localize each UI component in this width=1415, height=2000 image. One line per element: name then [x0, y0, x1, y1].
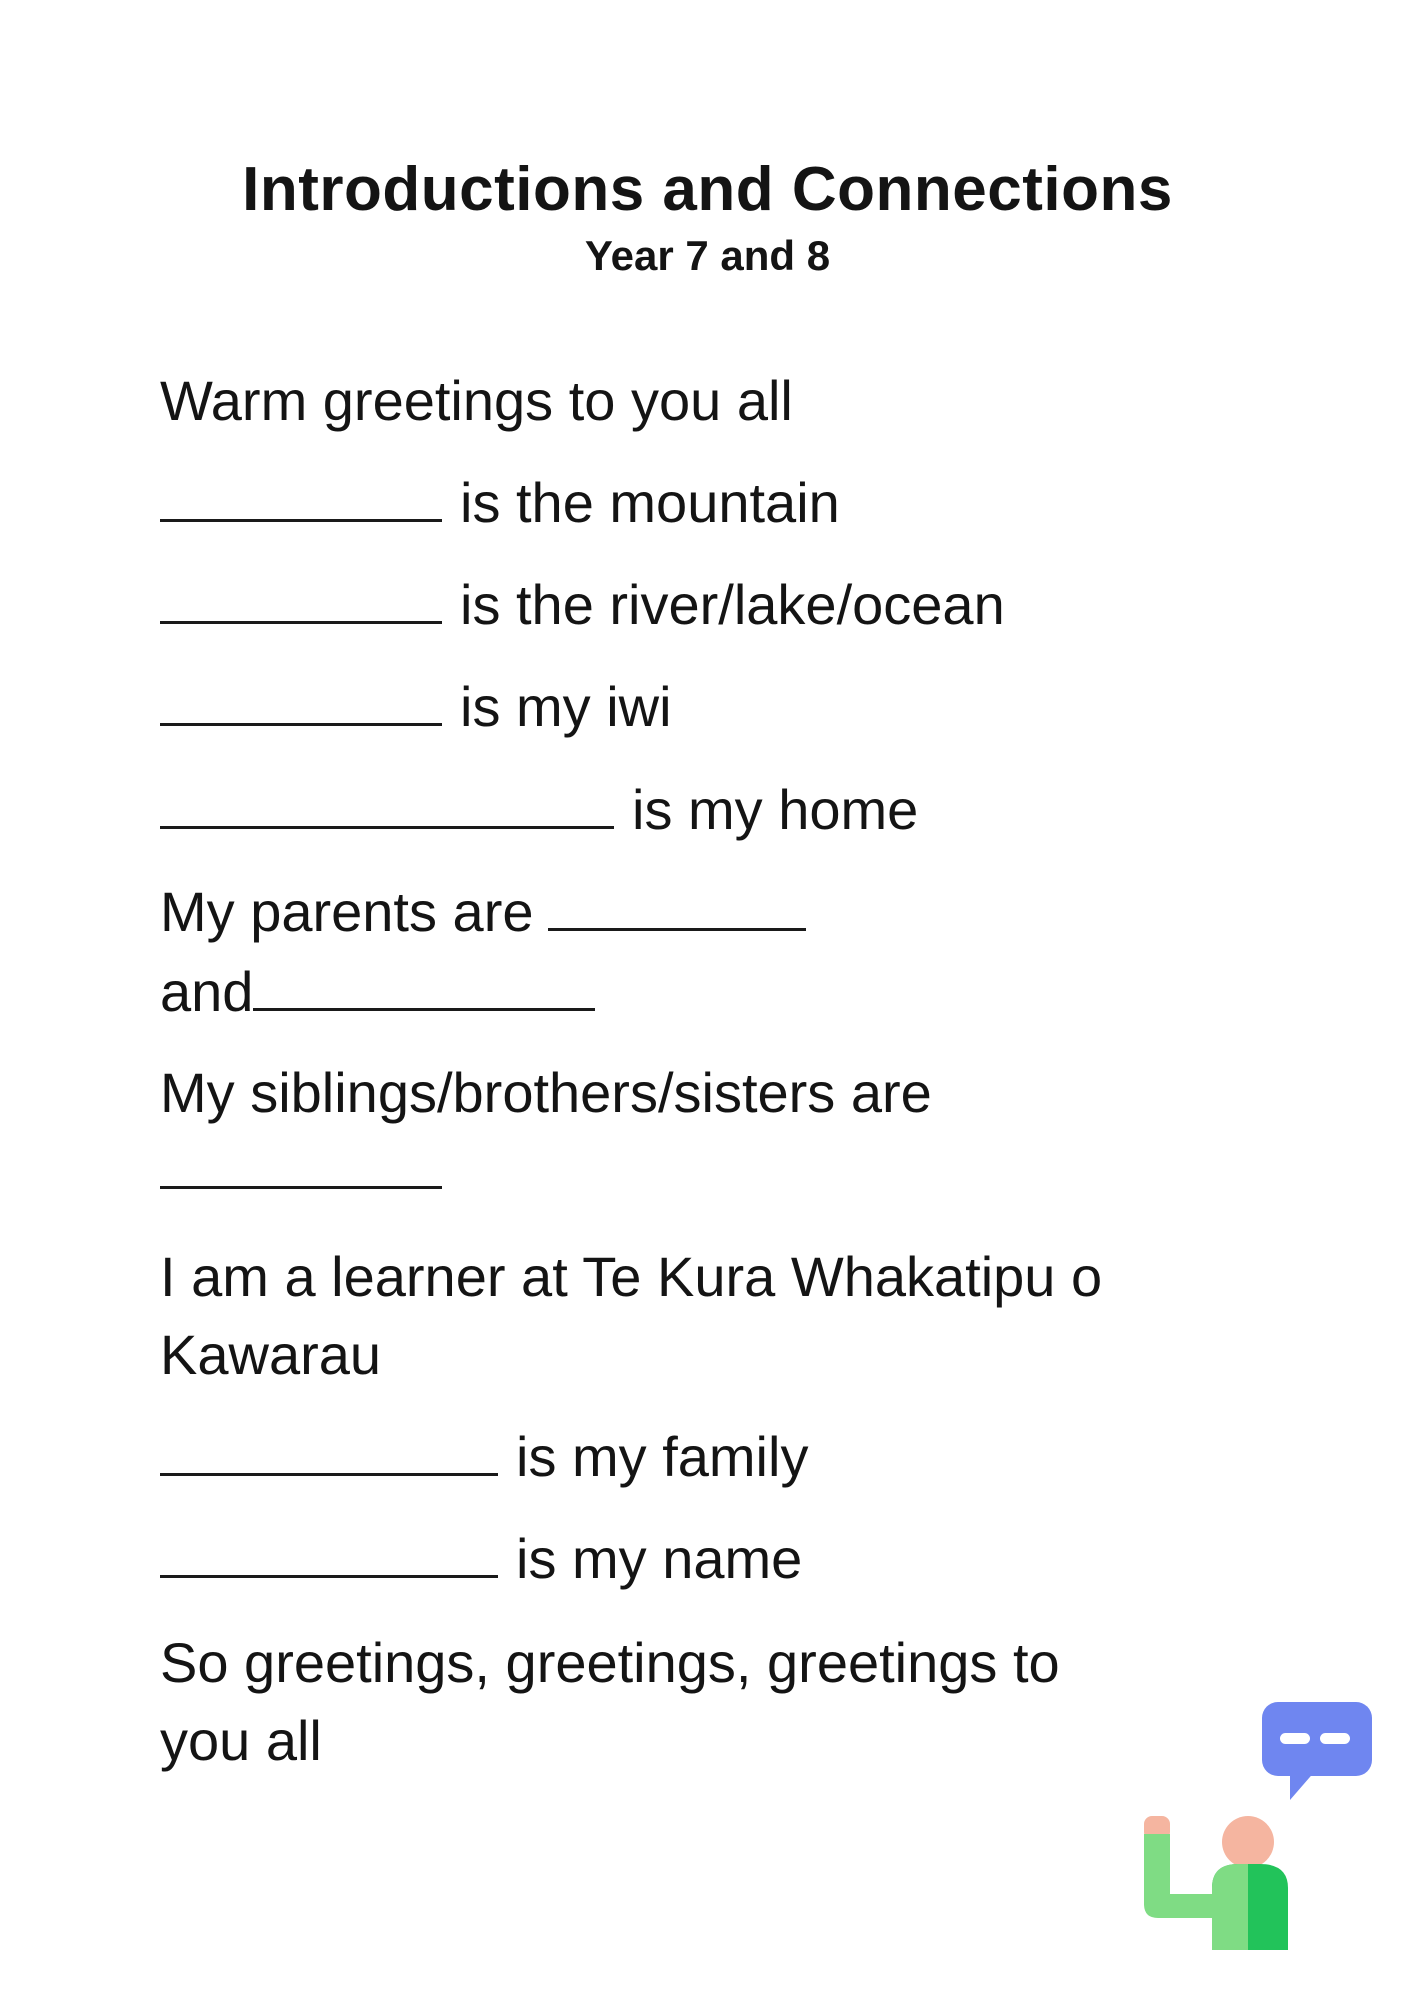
- iwi-text: is my iwi: [460, 675, 672, 738]
- closing-text: So greetings, greetings, greetings to: [160, 1631, 1060, 1694]
- iwi-line: [160, 672, 672, 742]
- mountain-line: [160, 468, 840, 538]
- siblings-text: My siblings/brothers/sisters are: [160, 1061, 932, 1124]
- parents-line: [160, 877, 806, 947]
- learner-text-2: Kawarau: [160, 1323, 382, 1386]
- parents-and-text: and: [160, 960, 254, 1023]
- mountain-text: is the mountain: [460, 471, 840, 534]
- mountain-blank[interactable]: [160, 471, 442, 522]
- home-line: [160, 775, 918, 845]
- greeting-text: Warm greetings to you all: [160, 369, 793, 432]
- water-line: [160, 570, 1005, 640]
- siblings-blank[interactable]: [160, 1138, 442, 1189]
- name-blank[interactable]: [160, 1527, 498, 1578]
- name-text: is my name: [516, 1527, 803, 1590]
- water-blank[interactable]: [160, 573, 442, 624]
- siblings-blank-line: [160, 1135, 442, 1205]
- water-text: is the river/lake/ocean: [460, 573, 1005, 636]
- family-line: [160, 1422, 808, 1492]
- speech-bubble-icon: [1262, 1702, 1372, 1800]
- family-text: is my family: [516, 1425, 809, 1488]
- home-text: is my home: [632, 778, 919, 841]
- greeting-line: [160, 366, 793, 436]
- siblings-line: [160, 1058, 932, 1128]
- closing-line: [160, 1628, 1060, 1698]
- name-line: [160, 1524, 802, 1594]
- parent-one-blank[interactable]: [548, 880, 806, 931]
- learner-line-2: [160, 1320, 381, 1390]
- learner-text: I am a learner at Te Kura Whakatipu o: [160, 1245, 1103, 1308]
- family-blank[interactable]: [160, 1425, 498, 1476]
- iwi-blank[interactable]: [160, 675, 442, 726]
- page-title: Introductions and Connections: [242, 155, 1173, 224]
- person-speech-bubble-icon: [1130, 1700, 1382, 1960]
- parent-two-blank[interactable]: [253, 960, 595, 1011]
- home-blank[interactable]: [160, 778, 614, 829]
- closing-line-2: [160, 1706, 322, 1776]
- parents-and-line: [160, 957, 595, 1027]
- parents-text: My parents are: [160, 880, 534, 943]
- page-subtitle: Year 7 and 8: [584, 232, 831, 279]
- learner-line: [160, 1242, 1102, 1312]
- closing-text-2: you all: [160, 1709, 322, 1772]
